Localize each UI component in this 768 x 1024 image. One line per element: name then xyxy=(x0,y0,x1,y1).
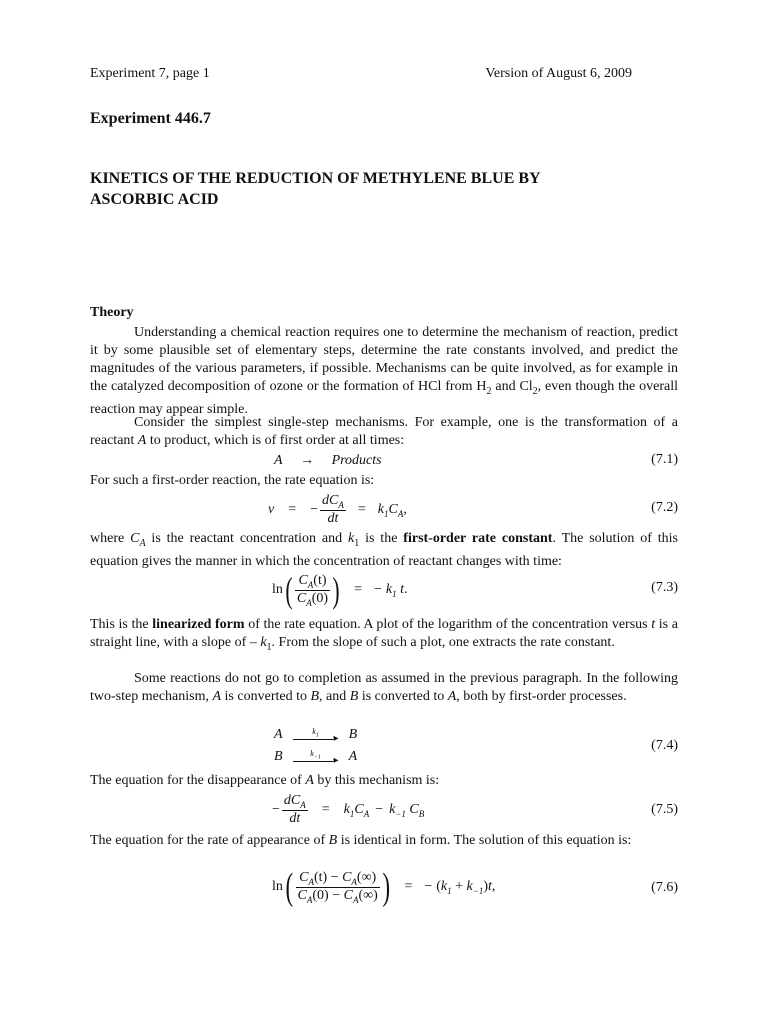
eq73-denominator: $C_A(0)$ xyxy=(296,590,329,608)
paragraph-3: For such a first-order reaction, the rate equation is: xyxy=(90,473,375,488)
eq73-rhs-minus: − xyxy=(373,582,382,597)
equation-7-1 xyxy=(274,452,382,470)
equation-7-3 xyxy=(272,568,407,612)
eq74-arrow-reverse: $k_{-1}$ ▸ xyxy=(293,752,339,768)
eq74-reaction-reverse: B $k_{-1}$ ▸ A xyxy=(274,749,358,766)
equation-number-7-1: (7.1) xyxy=(651,452,678,467)
main-title xyxy=(90,168,541,210)
eq72-comma: , xyxy=(403,502,407,517)
eq76-ln: ln xyxy=(272,879,283,894)
eq71-rhs: Products xyxy=(331,453,382,468)
eq73-paren-right: ) xyxy=(332,570,340,610)
eq76-equals: = xyxy=(404,879,413,894)
eq72-minus: − xyxy=(310,502,319,517)
eq73-period: . xyxy=(403,582,408,597)
eq76-paren-left: ( xyxy=(285,866,294,908)
eq76-paren-right: ) xyxy=(382,866,390,908)
eq71-arrow: → xyxy=(300,453,315,468)
equation-number-7-3: (7.3) xyxy=(651,580,678,595)
eq76-denominator: $C_A(0) - C_A(\infty)$ xyxy=(297,887,378,905)
experiment-title: Experiment 446.7 xyxy=(90,110,211,127)
eq74-reaction-forward: A $k_1$ ▸ B xyxy=(274,727,358,744)
paragraph-6: Some reactions do not go to completion as assumed in the previous paragraph. In the following two-step mechanism, A is converted to B, and B is converted to A, both by first-order processes. xyxy=(90,671,678,704)
term-linearized-form: linearized form xyxy=(152,617,245,632)
header-left: Experiment 7, page 1 xyxy=(90,66,210,81)
paragraph-4: where $C_A$ is the reactant concentration and $k_1$ is the first-order rate constant. The solution of this equation gives the manner in which the concentration of reactant changes with time: xyxy=(90,531,678,569)
header-right: Version of August 6, 2009 xyxy=(485,66,632,81)
para2-var: A xyxy=(137,433,147,448)
eq73-fraction xyxy=(295,573,330,608)
eq75-term2: $k_{-1}$ $C_B$ xyxy=(389,801,425,819)
equation-number-7-6: (7.6) xyxy=(651,880,678,895)
para1-text: Understanding a chemical reaction requires one to determine the mechanism of reaction, predict it by some plausible set of elementary steps, determine the rate constants involved, and predict the magnitudes of the various parameters, if possible. Mechanisms can be quite involved, as for example in the catalyzed decomposition of ozone or the formation of HCl from H xyxy=(90,325,678,394)
eq73-numerator: $C_A(t)$ xyxy=(298,572,327,590)
eq72-denominator: dt xyxy=(320,510,346,527)
paragraph-2 xyxy=(90,414,678,450)
eq75-term1: $k_1C_A$ xyxy=(343,801,370,819)
para1-text-mid: and Cl xyxy=(491,379,533,394)
eq75-minus: − xyxy=(272,802,280,817)
eq71-lhs: A xyxy=(274,453,283,468)
eq72-equals-2: = xyxy=(357,502,366,517)
eq73-equals: = xyxy=(354,582,362,597)
para1-text-post: , even though the overall reaction may appear simple. xyxy=(90,379,678,417)
paragraph-1 xyxy=(90,324,678,419)
paragraph-8: The equation for the rate of appearance of B is identical in form. The solution of this equation is: xyxy=(90,833,632,848)
equation-number-7-2: (7.2) xyxy=(651,500,678,515)
eq72-fraction xyxy=(320,493,346,527)
eq75-numerator: $dC_A$ xyxy=(283,793,306,810)
eq75-equals: = xyxy=(321,802,330,817)
main-title-line2: ASCORBIC ACID xyxy=(90,191,219,208)
equation-7-2 xyxy=(268,490,407,530)
equation-7-4 xyxy=(274,724,357,768)
equation-number-7-5: (7.5) xyxy=(651,802,678,817)
term-first-order-rate-constant: first-order rate constant xyxy=(403,531,553,546)
eq72-rhs: $k_1C_A$ xyxy=(377,501,404,519)
eq72-numerator: $dC_A$ xyxy=(322,493,344,510)
para2-text-post: to product, which is of first order at all times: xyxy=(146,433,405,448)
eq73-ln: ln xyxy=(272,582,283,597)
eq73-rhs-k: $k_1$ xyxy=(385,581,397,599)
main-title-line1: KINETICS OF THE REDUCTION OF METHYLENE BLUE BY xyxy=(90,170,541,187)
eq73-rhs-t: t xyxy=(400,582,404,597)
eq74-arrow-forward: $k_1$ ▸ xyxy=(293,730,339,746)
eq72-equals: = xyxy=(288,502,297,517)
para1-h-subscript: 2 xyxy=(486,385,492,397)
section-heading-theory: Theory xyxy=(90,305,134,320)
paragraph-5: This is the linearized form of the rate equation. A plot of the logarithm of the concentration versus t is a straight line, with a slope of – $k_1$. From the slope of such a plot, one extracts the rate constant. xyxy=(90,617,678,653)
eq76-rhs-group: $(k_1 + k_{-1})t$, xyxy=(436,878,496,896)
para1-cl-subscript: 2 xyxy=(532,385,538,397)
eq75-fraction xyxy=(282,793,308,827)
eq76-fraction xyxy=(296,870,380,905)
equation-7-6 xyxy=(272,864,495,910)
eq75-op: − xyxy=(375,802,384,817)
paragraph-7: The equation for the disappearance of A by this mechanism is: xyxy=(90,773,440,788)
eq76-numerator: $C_A(t) - C_A(\infty)$ xyxy=(299,869,377,887)
eq72-v: v xyxy=(268,502,275,517)
eq73-paren-left: ( xyxy=(285,570,293,610)
eq76-rhs-minus: − xyxy=(424,879,433,894)
para2-text: Consider the simplest single-step mechanisms. For example, one is the transformation of a reactant xyxy=(90,415,678,448)
equation-number-7-4: (7.4) xyxy=(651,738,678,753)
equation-7-5 xyxy=(272,790,424,830)
eq75-denominator: dt xyxy=(282,810,308,827)
